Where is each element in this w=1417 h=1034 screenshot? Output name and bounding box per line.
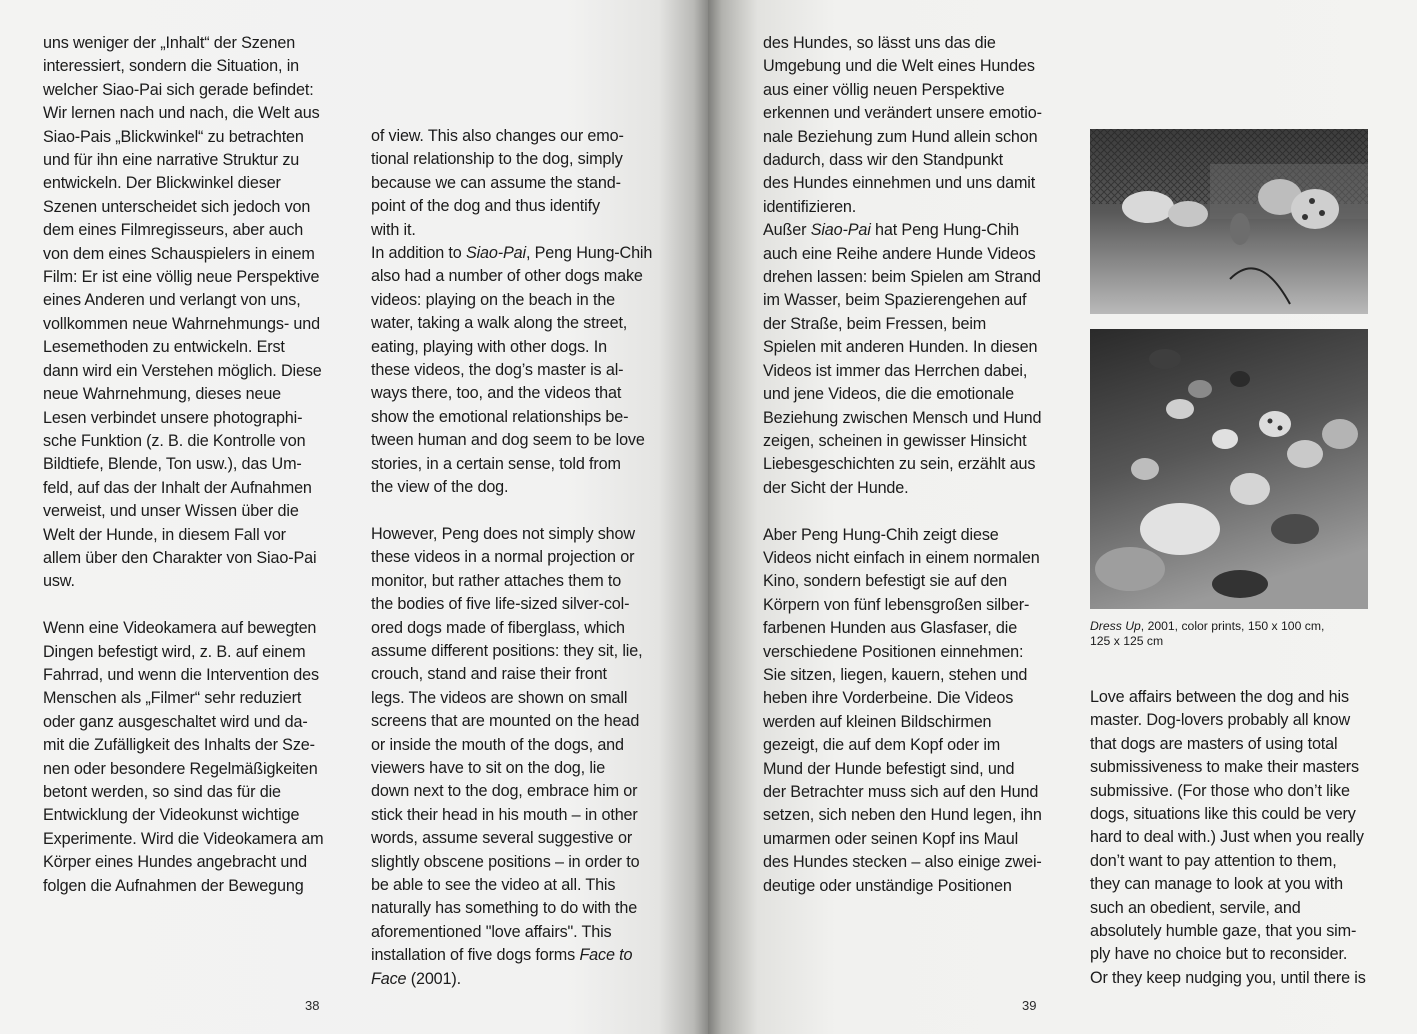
photo-caption bbox=[1090, 619, 1368, 648]
paragraph: Love affairs between the dog and his master. Dog-lovers probably all know that dogs are masters of using total submissiveness to make their masters submissive. (For those who don’t like dogs, situations like this could be very hard to deal with.) Just when you really don’t want to pay attention to them, they can manage to look at you with such an obedient, servile, and absolutely humble gaze, that you sim- ply have no choice but to reconsider. Or they keep nudging you, until there is bbox=[1090, 688, 1366, 987]
page-number: 39 bbox=[1022, 998, 1037, 1013]
paragraph bbox=[371, 523, 656, 991]
right-page bbox=[708, 0, 1417, 1034]
paragraph bbox=[763, 219, 1048, 500]
german-text-column-right bbox=[763, 32, 1048, 898]
paragraph bbox=[371, 242, 656, 499]
paragraph: uns weniger der „Inhalt“ der Szenen interessiert, sondern die Situation, in welcher Siao-Pai sich gerade befindet: Wir lernen nach und nach, die Welt aus Siao-Pais „Blickwinkel“ zu betrachten und für ihn eine narrative Struktur zu entwickeln. Der Blickwinkel dieser Szenen unterscheidet sich jedoch von dem eines Filmregisseurs, aber auch von dem eines Schauspielers in einem Film: Er ist eine völlig neue Perspektive eines Anderen und verlangt von uns, vollkommen neue Wahrnehmungs- und Lesemethoden zu entwickeln. Erst dann wird ein Verstehen möglich. Diese neue Wahrnehmung, dieses neue Lesen verbindet unsere photographi- sche Funktion (z. B. die Kontrolle von Bildtiefe, Blende, Ton usw.), das Um- feld, auf das der Inhalt der Aufnahmen verweist, und unser Wissen über die Welt der Hunde, in diesem Fall vor allem über den Charakter von Siao-Pai usw. bbox=[43, 34, 322, 591]
text-run: (2001). bbox=[406, 969, 461, 988]
paragraph: Wenn eine Videokamera auf bewegten Dingen befestigt wird, z. B. auf einem Fahrrad, und wenn die Intervention des Menschen als „Filmer“ sehr reduziert oder ganz ausgeschaltet wird und da- mit die Zufälligkeit des Inhalts der Sze- nen oder besondere Regelmäßigkeiten betont werden, so sind das für die Entwicklung der Videokunst wichtige Experimente. Wird die Videokamera am Körper eines Hundes angebracht und folgen die Aufnahmen der Bewegung bbox=[43, 619, 324, 895]
text-run: However, Peng does not simply show these videos in a normal projection or monitor, but rather attaches them to the bodies of five life-sized silver-col- ored dogs made of fiberglass, which assume different positions: they sit, lie, crouch, stand and raise their front legs. The videos are shown on small screens that are mounted on the head or inside the mouth of the dogs, and viewers have to sit on the dog, lie down next to the dog, embrace him or stick their head in his mouth – in other words, assume several suggestive or slightly obscene positions – in order to be able to see the video at all. This naturally has something to do with the aforementioned "love affairs". This installation of five dogs forms bbox=[371, 524, 643, 965]
paragraph: des Hundes, so lässt uns das die Umgebung und die Welt eines Hundes aus einer völlig neuen Perspektive erkennen und verändert unsere emotio- nale Beziehung zum Hund allein schon dadurch, dass wir den Standpunkt des Hundes einnehmen und uns damit identifizieren. bbox=[763, 34, 1042, 216]
work-title: Siao-Pai bbox=[465, 244, 526, 263]
paragraph: Aber Peng Hung-Chih zeigt diese Videos nicht einfach in einem normalen Kino, sondern befestigt sie auf den Körpern von fünf lebensgroßen silber- farbenen Hunden aus Glasfaser, die verschiedene Positionen einnehmen: Sie sitzen, liegen, kauern, stehen und heben ihre Vorderbeine. Die Videos werden auf kleinen Bildschirmen gezeigt, die auf dem Kopf oder im Mund der Hunde befestigt sind, und der Betrachter muss sich auf den Hund setzen, sich neben den Hund legen, ihn umarmen oder seinen Kopf ins Maul des Hundes stecken – also einige zwei- deutige oder unständige Positionen bbox=[763, 525, 1042, 895]
text-run: Außer bbox=[763, 221, 811, 240]
paragraph: of view. This also changes our emo- tional relationship to the dog, simply because we can assume the stand- point of the dog and thus identify with it. bbox=[371, 127, 624, 239]
left-page bbox=[0, 0, 708, 1034]
caption-text: , 2001, color prints, 150 x 100 cm, 125 x 125 cm bbox=[1090, 619, 1325, 648]
english-text-column-left bbox=[371, 125, 656, 991]
work-title: Face to Face bbox=[371, 946, 633, 988]
work-title: Siao-Pai bbox=[810, 221, 871, 240]
caption-title: Dress Up bbox=[1090, 619, 1141, 633]
text-run: In addition to bbox=[371, 244, 466, 263]
text-run: , Peng Hung-Chih also had a number of other dogs make videos: playing on the beach in the water, taking a walk along the street, eating, playing with other dogs. In these videos, the dog’s master is al- ways there, too, and the videos that show the emotional relationships be- tween human and dog seem to be love stories, in a certain sense, told from the view of the dog. bbox=[371, 244, 653, 497]
german-text-column-left bbox=[43, 32, 328, 898]
photo-dogs-bottom bbox=[1090, 329, 1368, 609]
text-run: hat Peng Hung-Chih auch eine Reihe andere Hunde Videos drehen lassen: beim Spielen am Strand im Wasser, beim Spazierengehen auf der Straße, beim Fressen, beim Spielen mit anderen Hunden. In diesen Videos ist immer das Herrchen dabei, und jene Videos, die die emotionale Beziehung zwischen Mensch und Hund zeigen, scheinen in gewisser Hinsicht Liebesgeschichten zu sein, erzählt aus der Sicht der Hunde. bbox=[763, 221, 1042, 497]
page-number: 38 bbox=[305, 998, 320, 1013]
photo-dogs-top bbox=[1090, 129, 1368, 314]
english-text-column-right bbox=[1090, 686, 1375, 990]
